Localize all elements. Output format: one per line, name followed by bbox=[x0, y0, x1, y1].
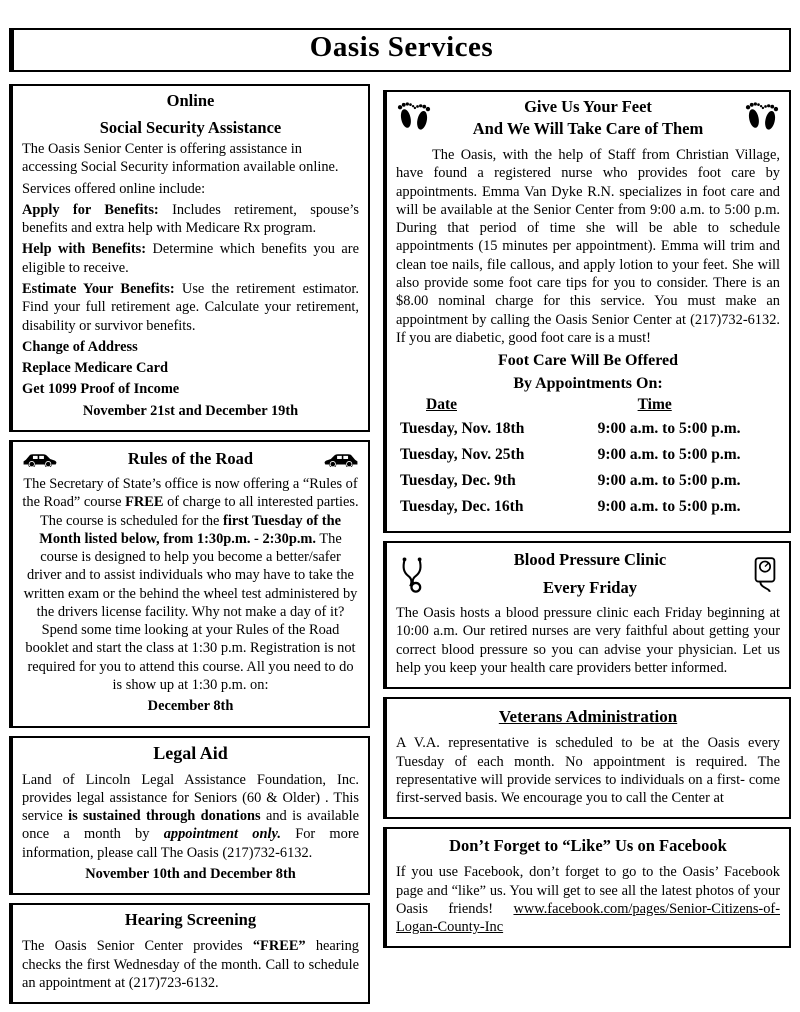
section-hearing-screening bbox=[9, 903, 370, 1004]
benefit-item: Estimate Your Benefits: Use the retirement estimator. Find your full retirement age. Calculate your retirement, disability or survivor benefits. bbox=[22, 280, 359, 334]
page-title-box bbox=[9, 28, 791, 72]
footcare-schedule-header bbox=[400, 396, 780, 414]
benefit-item: Apply for Benefits: Includes retirement, spouse’s benefits and extra help with Medicare Rx program. bbox=[22, 201, 359, 237]
foot-care-body: The Oasis, with the help of Staff from Christian Village, have found a registered nurse who provides foot care by appointments. Emma Van Dyke R.N. specializes in foot care and will be available at the Senior Center from 9:00 a.m. to 5:00 p.m. During that period of time she will be able to schedule appointments (15 minutes per appointment). Emma will trim and clean toe nails, file callous, and apply lotion to your feet. She will also provide some foot care tips for you to consider. There is an $8.00 nominal charge for this service. You must make an appointment by calling the Oasis Senior Center at (217)732-6132. If you are diabetic, good foot care is a must! bbox=[396, 147, 780, 346]
facebook-body-text: If you use Facebook, don’t forget to go to the Oasis’ Facebook page and “like” us. You will get to see all the latest photos of your Oasis friends! bbox=[396, 864, 780, 917]
social-security-services-intro: Services offered online include: bbox=[22, 180, 206, 197]
car-icon bbox=[323, 451, 359, 467]
footcare-schedule-row bbox=[400, 446, 780, 464]
foot-care-offered-line2: By Appointments On: bbox=[513, 375, 663, 393]
blood-pressure-title-row bbox=[396, 549, 780, 600]
section-social-security bbox=[9, 84, 370, 432]
social-security-subtitle: Online bbox=[166, 91, 215, 110]
blood-pressure-body: The Oasis hosts a blood pressure clinic each Friday beginning at 10:00 a.m. Our retired nurses are very faithful about getting your correct blood pressure so you can advise your physician. Let us help you keep your health care providers better informed. bbox=[396, 605, 780, 676]
rules-of-road-date: December 8th bbox=[147, 698, 234, 715]
hearing-screening-body: The Oasis Senior Center provides “FREE” hearing checks the first Wednesday of the month. Call to schedule an appointment at (217)723-6132. bbox=[22, 938, 359, 991]
car-icon bbox=[22, 451, 58, 467]
facebook-url-link[interactable]: www.facebook.com/pages/Senior-Citizens-of-Logan-County-Inc bbox=[396, 900, 780, 936]
legal-aid-dates: November 10th and December 8th bbox=[85, 866, 296, 882]
service-line: Change of Address bbox=[22, 338, 138, 355]
schedule-time: 9:00 a.m. to 5:00 p.m. bbox=[597, 472, 741, 490]
veterans-title: Veterans Administration bbox=[498, 707, 678, 727]
page-title: Oasis Services bbox=[309, 31, 494, 63]
schedule-date-header: Date bbox=[426, 396, 457, 414]
service-line: Get 1099 Proof of Income bbox=[22, 381, 180, 398]
social-security-dates: November 21st and December 19th bbox=[82, 402, 299, 419]
facebook-body bbox=[396, 863, 780, 936]
legal-aid-body: Land of Lincoln Legal Assistance Foundation, Inc. provides legal assistance for Seniors (60 & Older) . This service is sustained through donations and is available once a month by appointment only. For more information, please call The Oasis (217)732-6132. bbox=[22, 771, 359, 861]
section-rules-of-road bbox=[9, 440, 370, 728]
section-legal-aid bbox=[9, 736, 370, 896]
blood-pressure-subtitle: Every Friday bbox=[543, 578, 637, 598]
two-column-layout bbox=[9, 84, 791, 1004]
section-blood-pressure bbox=[383, 541, 791, 689]
hearing-screening-title: Hearing Screening bbox=[124, 910, 257, 930]
section-foot-care bbox=[383, 90, 791, 533]
schedule-time: 9:00 a.m. to 5:00 p.m. bbox=[597, 446, 741, 464]
column-right bbox=[383, 90, 791, 948]
schedule-date: Tuesday, Dec. 9th bbox=[400, 472, 516, 490]
rules-title-row bbox=[22, 448, 359, 471]
blood-pressure-title: Blood Pressure Clinic bbox=[513, 550, 667, 570]
footcare-schedule-row bbox=[400, 498, 780, 516]
schedule-date: Tuesday, Dec. 16th bbox=[400, 498, 524, 516]
social-security-intro: The Oasis Senior Center is offering assistance in accessing Social Security information available online. bbox=[22, 141, 339, 176]
schedule-time-header: Time bbox=[637, 396, 672, 414]
benefit-item: Help with Benefits: Determine which benefits you are eligible to receive. bbox=[22, 241, 359, 276]
footcare-schedule bbox=[396, 396, 780, 516]
schedule-time: 9:00 a.m. to 5:00 p.m. bbox=[597, 498, 741, 516]
foot-care-title-line1: Give Us Your Feet bbox=[524, 97, 652, 116]
facebook-title: Don’t Forget to “Like” Us on Facebook bbox=[449, 836, 727, 856]
schedule-date: Tuesday, Nov. 18th bbox=[400, 420, 525, 438]
section-veterans bbox=[383, 697, 791, 819]
foot-care-title-line2: And We Will Take Care of Them bbox=[472, 119, 704, 138]
schedule-time: 9:00 a.m. to 5:00 p.m. bbox=[597, 420, 741, 438]
footcare-schedule-row bbox=[400, 420, 780, 438]
rules-of-road-title: Rules of the Road bbox=[127, 448, 254, 468]
blood-pressure-monitor-icon bbox=[750, 556, 780, 594]
social-security-title: Social Security Assistance bbox=[99, 118, 282, 137]
schedule-date: Tuesday, Nov. 25th bbox=[400, 446, 525, 464]
foot-care-offered-line1: Foot Care Will Be Offered bbox=[497, 352, 679, 370]
veterans-body: A V.A. representative is scheduled to be at the Oasis every Tuesday of each month. No appointment is required. The representative will provide services to individuals on a first- come first-served basis. We encourage you to call the Center at bbox=[396, 735, 780, 807]
legal-aid-title: Legal Aid bbox=[153, 742, 228, 763]
column-left bbox=[9, 84, 370, 1004]
section-facebook bbox=[383, 827, 791, 948]
rules-of-road-body: The Secretary of State’s office is now offering a “Rules of the Road” course FREE of charge to all interested parties. The course is scheduled for the first Tuesday of the Month listed below, from 1:30p.m. - 2:30p.m. The course is designed to help you become a better/safer driver and to assist individuals who may have to take the written exam or the behind the wheel test administered by the drivers license facility. Why not make a day of it? Spend some time looking at your Rules of the Road booklet and start the class at 1:30 p.m. Registration is not required for you to attend this course. All you need to do is show up at 1:30 p.m. on: bbox=[22, 475, 359, 694]
stethoscope-icon bbox=[396, 556, 430, 594]
footcare-schedule-row bbox=[400, 472, 780, 490]
service-line: Replace Medicare Card bbox=[22, 360, 168, 377]
